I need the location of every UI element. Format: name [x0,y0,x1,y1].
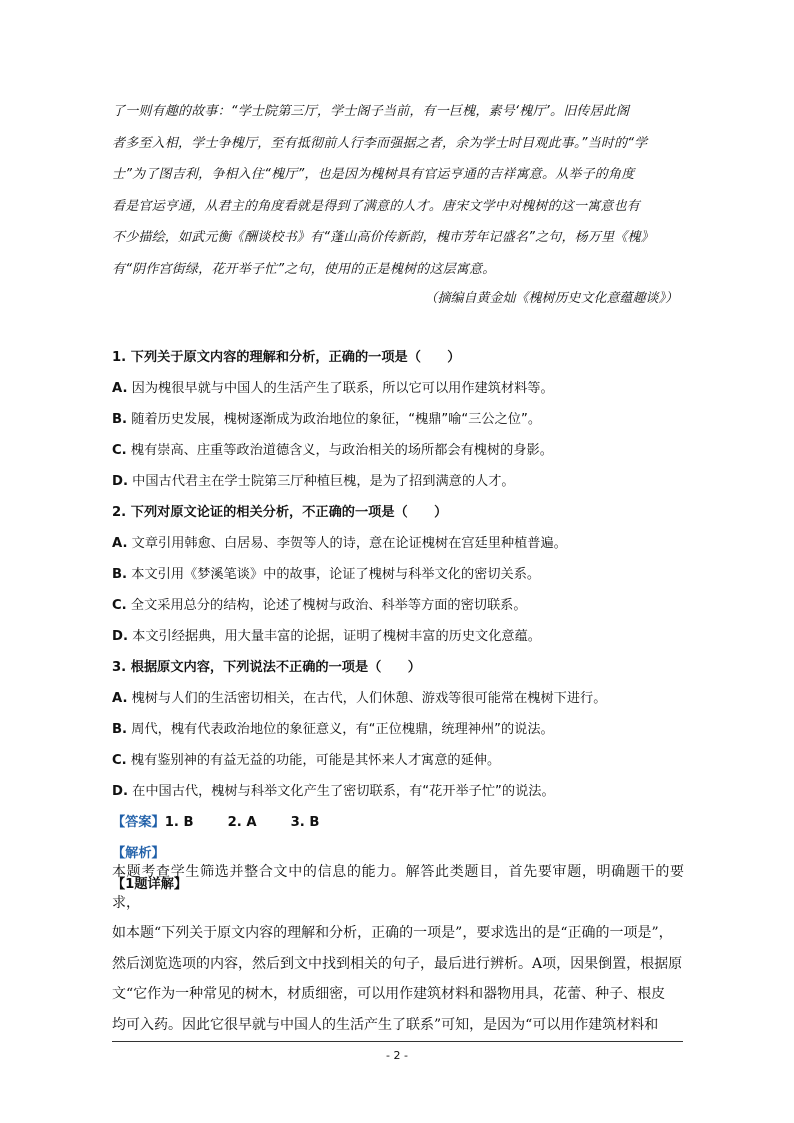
question-stem: 2. 下列对原文论证的相关分析，不正确的一项是（ ） [112,505,448,520]
option-text: 在中国古代，槐树与科举文化产生了密切联系，有“花开举子忙”的说法。 [127,784,555,799]
answer-item: 1. B [164,815,194,830]
answer-item: 2. A [227,815,257,830]
option-item [112,559,712,590]
option-text: 随着历史发展，槐树逐渐成为政治地位的象征，“槐鼎”喻“三公之位”。 [127,412,542,427]
option-item [112,404,712,435]
option-text: 本文引经据典，用大量丰富的论据，证明了槐树丰富的历史文化意蕴。 [127,629,541,644]
analysis-line: 然后浏览选项的内容，然后到文中找到相关的句子，最后进行辨析。A项，因果倒置，根据原 [112,955,683,972]
analysis-line: 文“它作为一种常见的树木，材质细密，可以用作建筑材料和器物用具，花蕾、种子、根皮 [112,986,666,1003]
option-letter: D. [112,629,128,644]
page-number: - 2 - [386,1049,408,1062]
passage-line: 了一则有趣的故事：“学士院第三厅，学士阁子当前，有一巨槐，素号‘槐厅’。旧传居此阁 [112,104,630,119]
question-stem: 3. 根据原文内容，下列说法不正确的一项是（ ） [112,660,421,675]
passage-text [112,96,684,286]
option-item [112,714,712,745]
option-text: 全文采用总分的结构，论述了槐树与政治、科举等方面的密切联系。 [126,598,527,613]
passage-line: 士”为了图吉利，争相入住“槐厅”，也是因为槐树具有官运亨通的吉祥寓意。从举子的角度 [112,167,635,183]
option-letter: B. [112,567,128,582]
analysis-line: 本题考查学生筛选并整合文中的信息的能力。解答此类题目，首先要审题，明确题干的要求， [112,864,684,911]
analysis-line: 均可入药。因此它很早就与中国人的生活产生了联系”可知，是因为“可以用作建筑材料和 [112,1016,659,1033]
analysis-line: 如本题“下列关于原文内容的理解和分析，正确的一项是”，要求选出的是“正确的一项是”， [112,925,673,942]
analysis-subheading: 【1题详解】 [112,877,188,892]
option-letter: D. [112,474,128,489]
option-letter: A. [112,536,128,551]
option-item [112,590,712,621]
answer-label: 【答案】 [112,815,165,830]
option-letter: C. [112,443,127,458]
option-item [112,745,712,776]
passage-line: 看是官运亨通，从君主的角度看就是得到了满意的人才。唐宋文学中对槐树的这一寓意也有 [112,198,641,214]
option-letter: A. [112,691,128,706]
option-letter: A. [112,381,128,396]
option-item [112,435,712,466]
option-item [112,528,712,559]
passage-source: （摘编自黄金灿《槐树历史文化意蕴趣谈》） [424,291,678,306]
passage-line: 者多至入相，学士争槐厅，至有抵彻前人行李而强据之者，余为学士时目观此事。”当时的“学 [112,135,648,151]
option-text: 因为槐很早就与中国人的生活产生了联系，所以它可以用作建筑材料等。 [127,381,554,396]
option-text: 槐树与人们的生活密切相关，在古代，人们休憩、游戏等很可能常在槐树下进行。 [127,691,607,706]
question-list [112,342,712,900]
question-stem: 1. 下列关于原文内容的理解和分析，正确的一项是（ ） [112,350,461,365]
analysis-text [112,857,684,1041]
option-text: 槐有鉴别神的有益无益的功能，可能是其怀来人才寓意的延伸。 [126,753,501,768]
option-text: 本文引用《梦溪笔谈》中的故事，论证了槐树与科举文化的密切关系。 [127,567,541,582]
option-item [112,466,712,497]
option-item [112,621,712,652]
option-text: 周代，槐有代表政治地位的象征意义，有“正位槐鼎，统理神州”的说法。 [127,722,554,737]
option-item [112,683,712,714]
passage-line: 有“阴作宫街绿，花开举子忙”之句，使用的正是槐树的这层寓意。 [112,261,496,277]
option-text: 槐有崇高、庄重等政治道德含义，与政治相关的场所都会有槐树的身影。 [126,443,553,458]
option-item [112,776,712,807]
footer-divider [112,1041,683,1042]
answer-line [112,807,712,838]
option-letter: D. [112,784,128,799]
analysis-label: 【解析】 [112,846,165,861]
option-text: 中国古代君主在学士院第三厅种植巨槐，是为了招到满意的人才。 [127,474,515,489]
option-letter: B. [112,412,128,427]
option-letter: C. [112,753,127,768]
option-letter: B. [112,722,128,737]
answer-item: 3. B [290,815,320,830]
option-letter: C. [112,598,127,613]
option-item [112,373,712,404]
passage-line: 不少描绘，如武元衡《酬谈校书》有“蓬山高价传新韵，槐市芳年记盛名”之句，杨万里《槐》 [112,230,654,246]
option-text: 文章引用韩愈、白居易、李贺等人的诗，意在论证槐树在宫廷里种植普遍。 [127,536,567,551]
